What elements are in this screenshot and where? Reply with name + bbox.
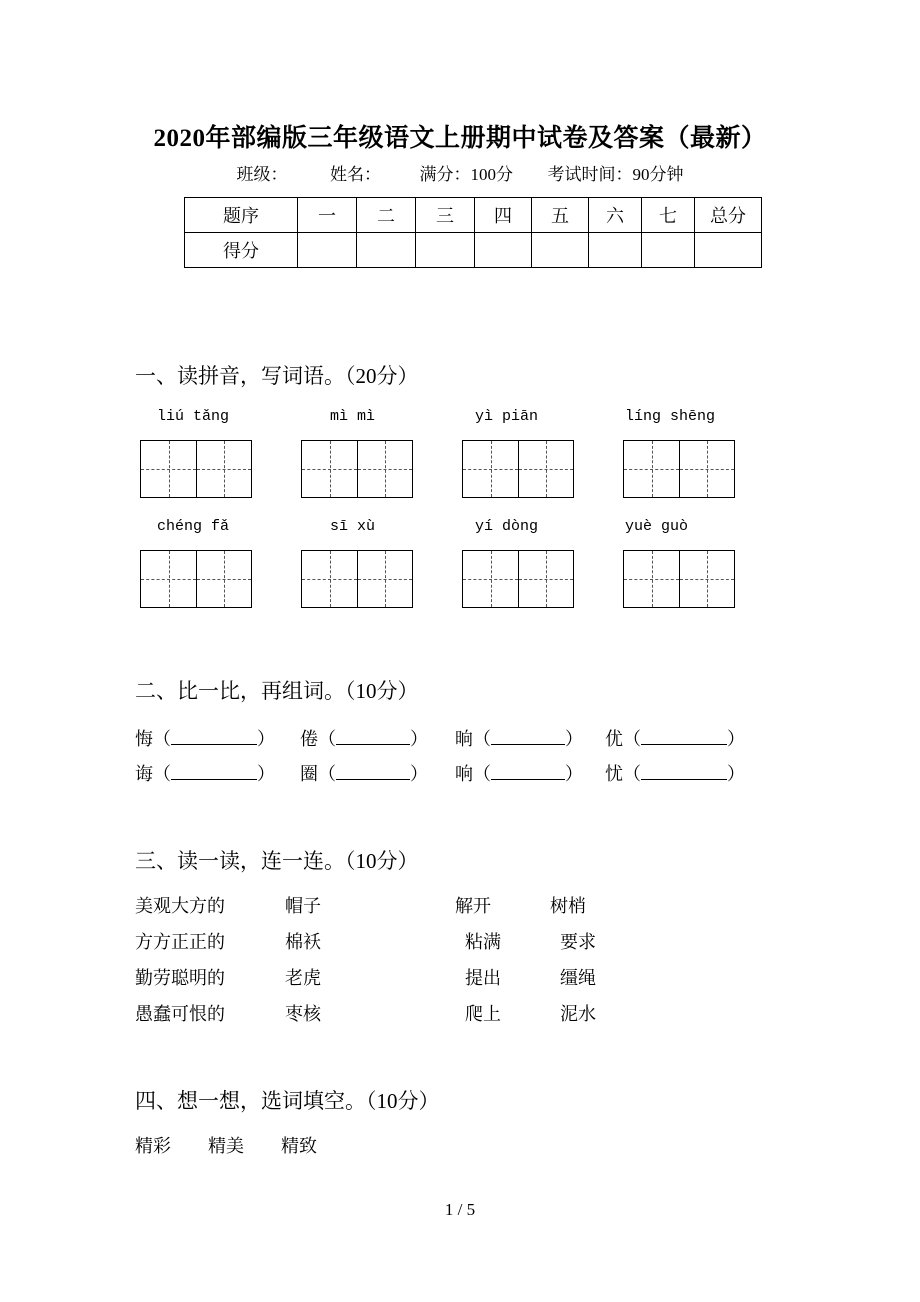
compare-item — [455, 760, 583, 786]
tianzige-cell[interactable] — [196, 551, 251, 607]
score-cell-1[interactable] — [298, 233, 357, 268]
match-phrase[interactable]: 勤劳聪明的 — [135, 968, 225, 988]
column-header-5: 五 — [532, 198, 589, 233]
compare-item — [300, 760, 428, 786]
paren-close: ） — [565, 764, 583, 784]
score-cell-5[interactable] — [532, 233, 589, 268]
answer-blank[interactable] — [336, 729, 410, 745]
tianzige-row-2 — [135, 550, 795, 608]
row-label-question-order: 题序 — [185, 198, 298, 233]
section-heading-2: 二、比一比，再组词。（10分） — [135, 679, 419, 703]
match-object[interactable]: 要求 — [560, 932, 596, 952]
column-header-4: 四 — [475, 198, 532, 233]
match-noun[interactable]: 帽子 — [285, 896, 321, 916]
compare-character: 诲 — [135, 764, 153, 784]
compare-character: 圈 — [300, 764, 318, 784]
paren-open: （ — [153, 764, 171, 784]
tianzige-cell[interactable] — [679, 551, 734, 607]
pinyin-row-1 — [135, 408, 795, 434]
section-heading-4: 四、想一想，选词填空。（10分） — [135, 1089, 440, 1113]
compare-character: 响 — [455, 764, 473, 784]
score-cell-3[interactable] — [416, 233, 475, 268]
tianzige-box[interactable] — [140, 550, 252, 608]
tianzige-cell[interactable] — [357, 551, 412, 607]
tianzige-box[interactable] — [301, 550, 413, 608]
tianzige-cell[interactable] — [518, 441, 573, 497]
answer-blank[interactable] — [641, 729, 727, 745]
score-cell-4[interactable] — [475, 233, 532, 268]
score-cell-6[interactable] — [589, 233, 642, 268]
tianzige-cell[interactable] — [141, 551, 196, 607]
class-label: 班级： — [236, 165, 288, 184]
compare-item — [300, 725, 428, 751]
compare-row-2 — [135, 760, 815, 790]
paren-open: （ — [473, 729, 491, 749]
match-noun[interactable]: 枣核 — [285, 1004, 321, 1024]
tianzige-box[interactable] — [301, 440, 413, 498]
page-number: 1 / 5 — [444, 1200, 476, 1219]
tianzige-cell[interactable] — [624, 441, 679, 497]
paren-close: ） — [410, 729, 428, 749]
match-verb[interactable]: 提出 — [465, 968, 501, 988]
score-cell-total[interactable] — [695, 233, 762, 268]
matching-exercise — [135, 892, 795, 1036]
page-title: 2020年部编版三年级语文上册期中试卷及答案（最新） — [153, 125, 767, 152]
table-row-question-order — [185, 198, 762, 233]
compare-character: 优 — [605, 729, 623, 749]
compare-item — [135, 725, 275, 751]
match-noun[interactable]: 棉袄 — [285, 932, 321, 952]
match-phrase[interactable]: 美观大方的 — [135, 896, 225, 916]
tianzige-box[interactable] — [623, 550, 735, 608]
pinyin-label-2-4: yuè guò — [625, 518, 689, 535]
score-cell-7[interactable] — [642, 233, 695, 268]
name-label: 姓名： — [330, 165, 381, 184]
match-noun[interactable]: 老虎 — [285, 968, 321, 988]
compare-row-1 — [135, 725, 815, 755]
match-verb[interactable]: 解开 — [455, 896, 491, 916]
word-bank — [135, 1132, 317, 1158]
score-cell-2[interactable] — [357, 233, 416, 268]
pinyin-label-2-3: yí dòng — [475, 518, 539, 535]
paren-open: （ — [623, 764, 641, 784]
column-header-3: 三 — [416, 198, 475, 233]
exam-time-label: 考试时间：90分钟 — [547, 165, 684, 184]
paren-close: ） — [727, 729, 745, 749]
word-bank-item-2[interactable]: 精美 — [208, 1136, 244, 1156]
tianzige-cell[interactable] — [302, 441, 357, 497]
tianzige-cell[interactable] — [463, 551, 518, 607]
compare-item — [605, 760, 745, 786]
table-row-score — [185, 233, 762, 268]
answer-blank[interactable] — [641, 764, 727, 780]
answer-blank[interactable] — [171, 764, 257, 780]
compare-item — [455, 725, 583, 751]
tianzige-cell[interactable] — [196, 441, 251, 497]
answer-blank[interactable] — [336, 764, 410, 780]
tianzige-cell[interactable] — [357, 441, 412, 497]
pinyin-label-1-1: liú tǎng — [157, 408, 230, 425]
row-label-score: 得分 — [185, 233, 298, 268]
match-object[interactable]: 缰绳 — [560, 968, 596, 988]
pinyin-label-2-2: sī xù — [330, 518, 376, 535]
list-item — [135, 964, 795, 1000]
compare-character: 倦 — [300, 729, 318, 749]
paren-close: ） — [410, 764, 428, 784]
tianzige-cell[interactable] — [624, 551, 679, 607]
column-header-7: 七 — [642, 198, 695, 233]
match-phrase[interactable]: 方方正正的 — [135, 932, 225, 952]
paren-open: （ — [318, 729, 336, 749]
pinyin-label-2-1: chéng fǎ — [157, 518, 230, 535]
tianzige-box[interactable] — [140, 440, 252, 498]
paren-close: ） — [727, 764, 745, 784]
section-heading-1: 一、读拼音，写词语。（20分） — [135, 364, 419, 388]
paren-open: （ — [623, 729, 641, 749]
match-verb[interactable]: 爬上 — [465, 1004, 501, 1024]
exam-info-line — [0, 160, 920, 185]
paren-open: （ — [473, 764, 491, 784]
match-verb[interactable]: 粘满 — [465, 932, 501, 952]
pinyin-label-1-3: yì piān — [475, 408, 539, 425]
paren-open: （ — [318, 764, 336, 784]
answer-blank[interactable] — [491, 729, 565, 745]
paren-close: ） — [257, 729, 275, 749]
paren-close: ） — [565, 729, 583, 749]
list-item — [135, 1000, 795, 1036]
word-bank-item-1[interactable]: 精彩 — [135, 1136, 171, 1156]
tianzige-cell[interactable] — [518, 551, 573, 607]
score-table — [184, 197, 762, 268]
tianzige-box[interactable] — [462, 550, 574, 608]
paren-open: （ — [153, 729, 171, 749]
tianzige-box[interactable] — [623, 440, 735, 498]
pinyin-row-2 — [135, 518, 795, 544]
compare-item — [135, 760, 275, 786]
list-item — [135, 928, 795, 964]
compare-character: 晌 — [455, 729, 473, 749]
tianzige-cell[interactable] — [141, 441, 196, 497]
column-header-1: 一 — [298, 198, 357, 233]
column-header-2: 二 — [357, 198, 416, 233]
full-score-label: 满分：100分 — [419, 165, 513, 184]
compare-item — [605, 725, 745, 751]
pinyin-label-1-4: líng shēng — [625, 408, 716, 425]
tianzige-cell[interactable] — [463, 441, 518, 497]
tianzige-box[interactable] — [462, 440, 574, 498]
section-heading-3: 三、读一读，连一连。（10分） — [135, 849, 419, 873]
compare-character: 悔 — [135, 729, 153, 749]
column-header-total: 总分 — [695, 198, 762, 233]
match-object[interactable]: 泥水 — [560, 1004, 596, 1024]
list-item — [135, 892, 795, 928]
tianzige-cell[interactable] — [302, 551, 357, 607]
paren-close: ） — [257, 764, 275, 784]
word-bank-item-3[interactable]: 精致 — [281, 1136, 317, 1156]
match-object[interactable]: 树梢 — [550, 896, 586, 916]
answer-blank[interactable] — [491, 764, 565, 780]
tianzige-cell[interactable] — [679, 441, 734, 497]
column-header-6: 六 — [589, 198, 642, 233]
match-phrase[interactable]: 愚蠢可恨的 — [135, 1004, 225, 1024]
compare-character: 忧 — [605, 764, 623, 784]
tianzige-row-1 — [135, 440, 795, 498]
answer-blank[interactable] — [171, 729, 257, 745]
pinyin-label-1-2: mì mì — [330, 408, 376, 425]
